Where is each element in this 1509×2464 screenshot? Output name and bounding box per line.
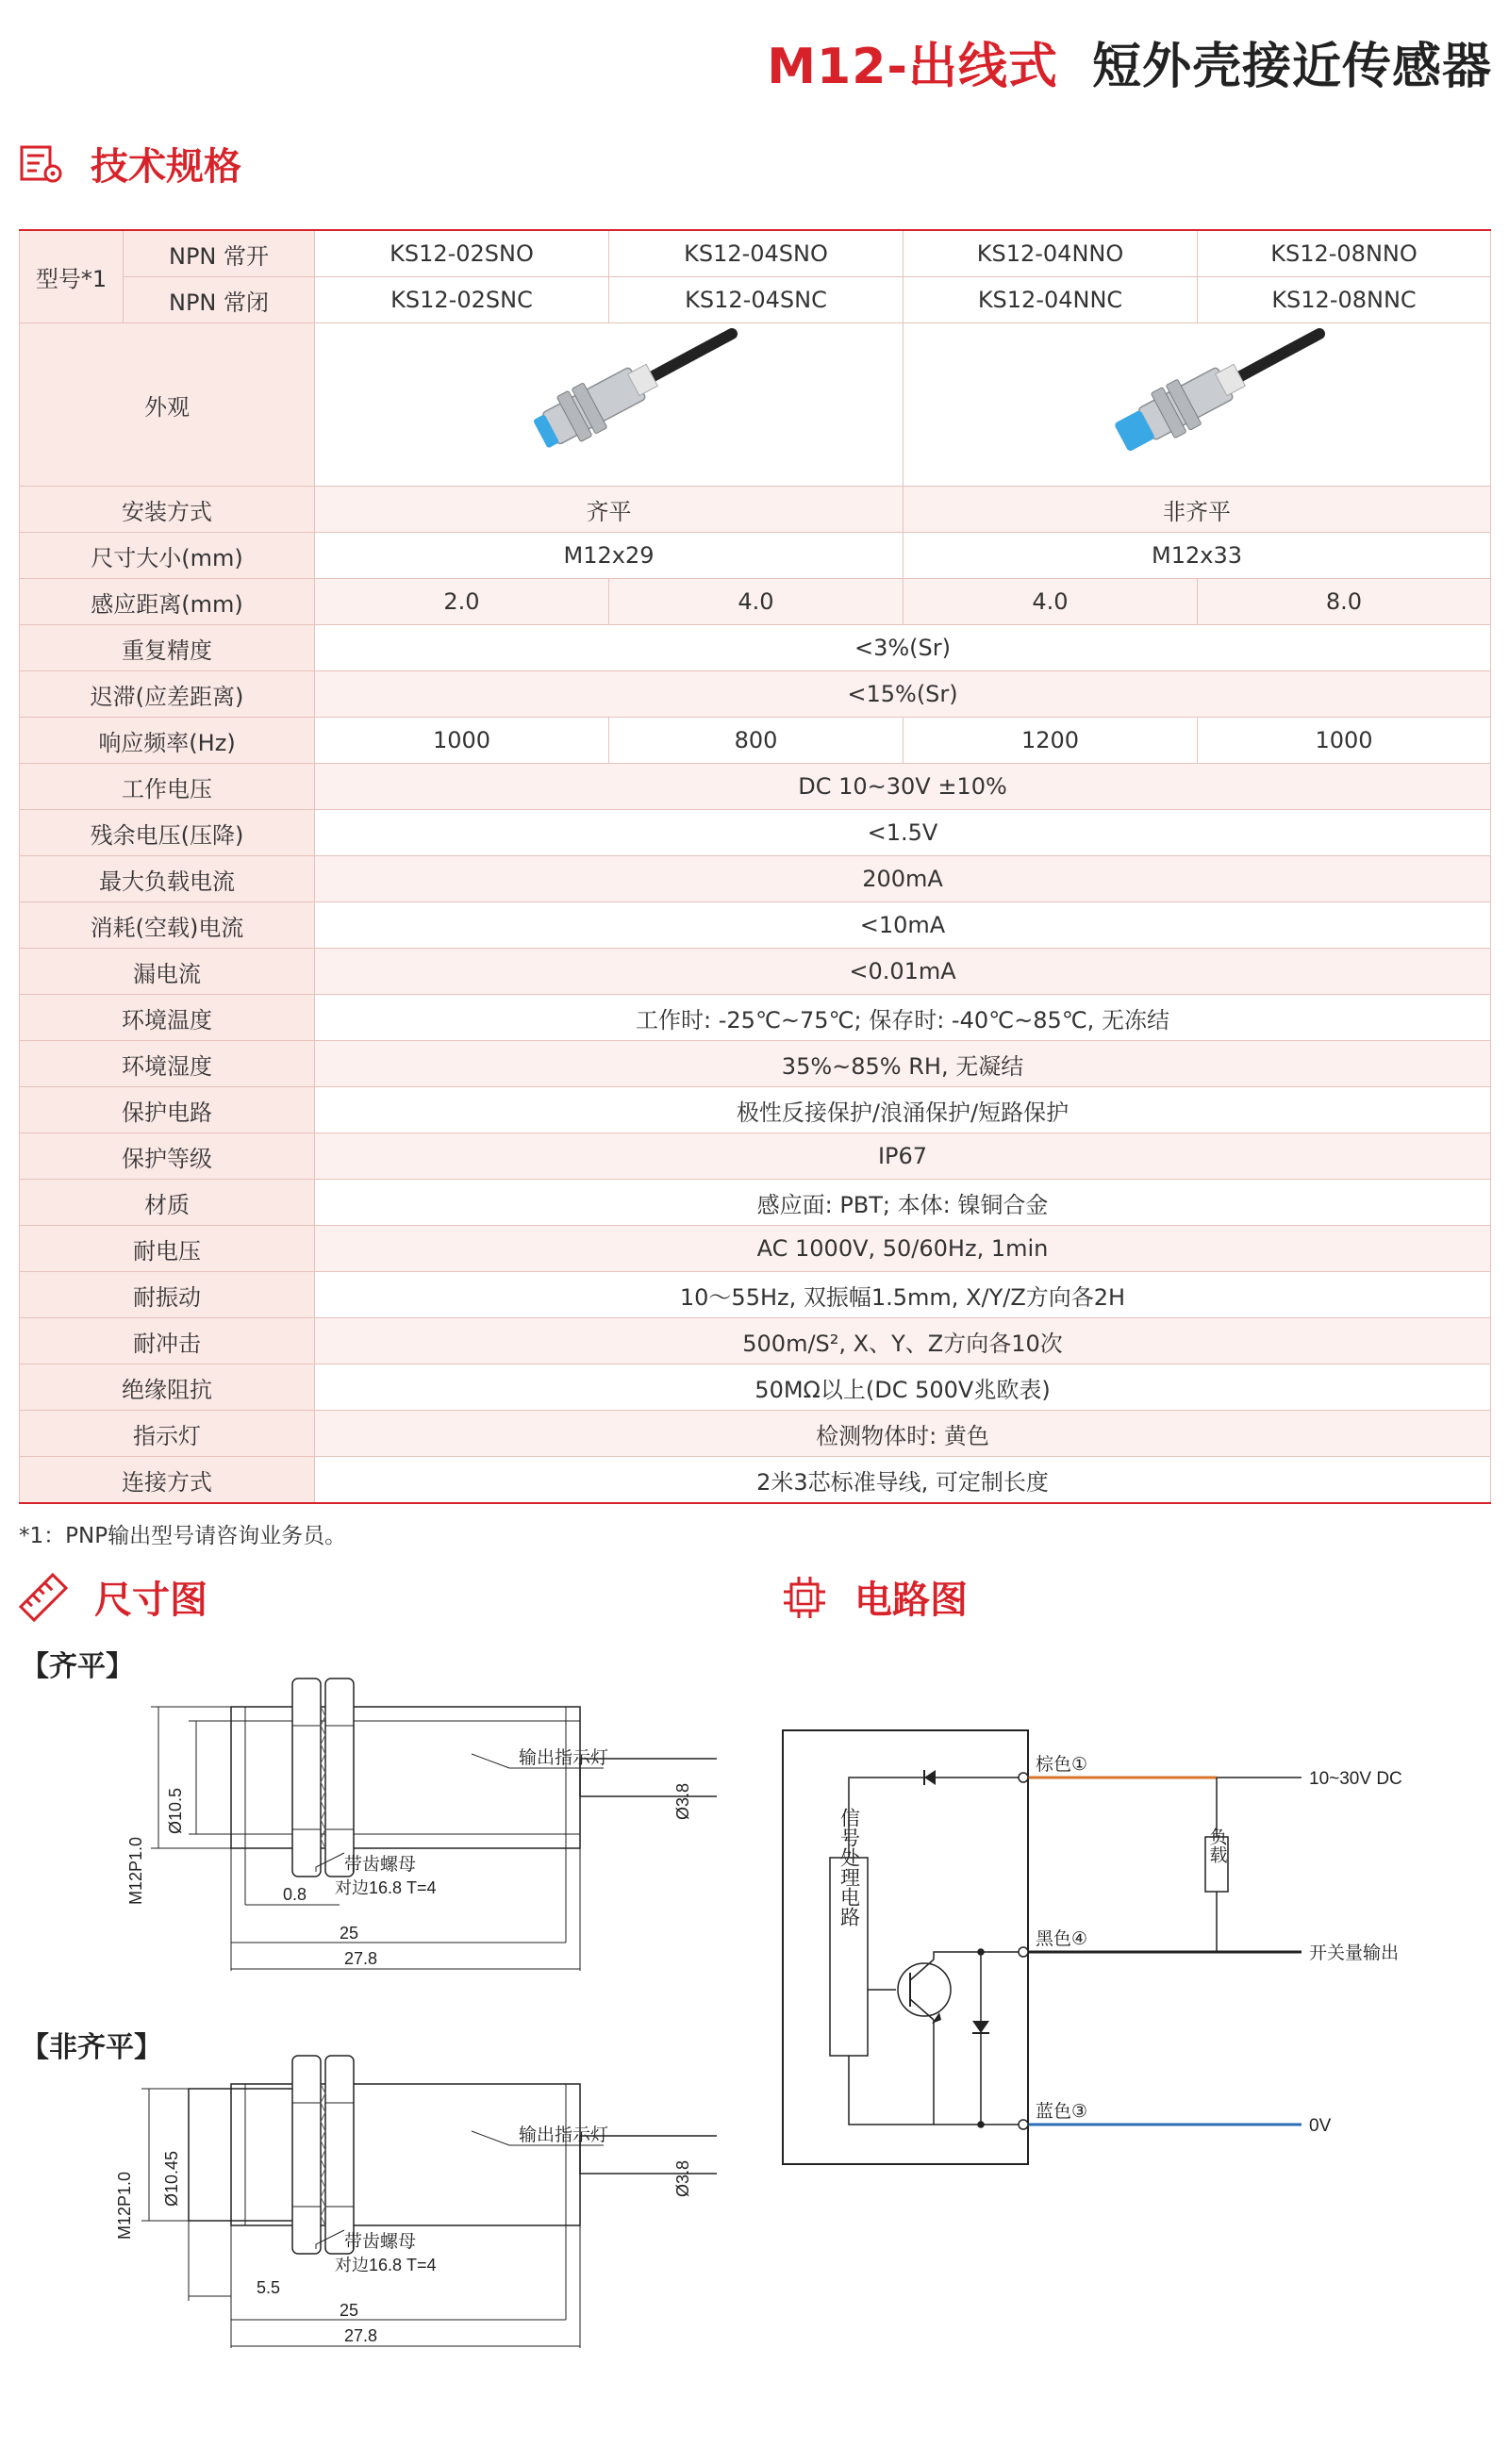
flush-diameter-label: Ø10.5 (166, 1787, 185, 1834)
table-row (20, 810, 1491, 856)
page-title (767, 26, 1492, 97)
flush-offset-label: 0.8 (283, 1885, 307, 1904)
table-row (20, 1457, 1491, 1504)
table-row (20, 487, 1491, 533)
footnote: *1：PNP输出型号请咨询业务员。 (19, 1524, 347, 1548)
model-cell: KS12-08NNC (1198, 277, 1491, 323)
nonflush-nut-label: 带齿螺母 (344, 2232, 417, 2252)
value-cell: 工作时: -25℃~75℃; 保存时: -40℃~85℃, 无冻结 (315, 995, 1491, 1041)
row-label: 耐振动 (20, 1272, 315, 1318)
table-row (20, 856, 1491, 902)
flush-nut-label: 带齿螺母 (344, 1855, 417, 1875)
row-label: 响应频率(Hz) (20, 718, 315, 764)
row-label: 消耗(空载)电流 (20, 902, 315, 949)
flush-sensor-picture (477, 326, 741, 477)
value-cell: 2米3芯标准导线, 可定制长度 (315, 1457, 1491, 1504)
value-cell: 感应面: PBT; 本体: 镍铜合金 (315, 1180, 1491, 1226)
nonflush-total-length: 27.8 (344, 2326, 378, 2345)
table-row (20, 230, 1491, 277)
value-cell: 800 (609, 718, 904, 764)
value-cell: 4.0 (609, 579, 904, 625)
table-row (20, 949, 1491, 995)
circuit-section-title (781, 1570, 968, 1624)
flush-indicator-label: 输出指示灯 (519, 1748, 609, 1768)
value-cell: <15%(Sr) (315, 671, 1491, 718)
table-row (20, 995, 1491, 1041)
flush-dimension-drawing (113, 1669, 717, 1990)
value-cell: 检测物体时: 黄色 (315, 1411, 1491, 1457)
row-label: 材质 (20, 1180, 315, 1226)
flush-nut-spec-label: 对边16.8 T=4 (335, 1878, 437, 1897)
table-row (20, 1226, 1491, 1272)
spec-section-label: 技术规格 (91, 145, 241, 189)
processor-label: 信号处理电路 (837, 1808, 860, 1927)
row-label: 最大负载电流 (20, 856, 315, 902)
nonflush-diameter-label: Ø10.45 (162, 2150, 181, 2207)
row-label: 残余电压(压降) (20, 810, 315, 856)
appearance-label: 外观 (20, 323, 315, 487)
value-cell: 200mA (315, 856, 1491, 902)
value-cell: 1000 (315, 718, 609, 764)
row-label: 尺寸大小(mm) (20, 533, 315, 579)
value-cell: 极性反接保护/浪涌保护/短路保护 (315, 1087, 1491, 1133)
value-cell: 8.0 (1198, 579, 1491, 625)
value-cell: <3%(Sr) (315, 625, 1491, 671)
flush-total-length: 27.8 (344, 1949, 378, 1968)
nonflush-title: 【非齐平】 (21, 2031, 162, 2064)
table-row (20, 625, 1491, 671)
row-label: 耐冲击 (20, 1318, 315, 1364)
model-cell: KS12-08NNO (1198, 230, 1491, 277)
nonflush-thread-length: 25 (340, 2301, 359, 2320)
value-cell: 50MΩ以上(DC 500V兆欧表) (315, 1364, 1491, 1411)
model-cell: KS12-04SNO (609, 230, 904, 277)
document-gear-icon (19, 143, 64, 185)
table-row (20, 1318, 1491, 1364)
model-cell: KS12-02SNC (315, 277, 609, 323)
table-row (20, 1180, 1491, 1226)
nonflush-indicator-label: 输出指示灯 (519, 2125, 609, 2145)
flush-title: 【齐平】 (21, 1650, 134, 1683)
table-row (20, 277, 1491, 323)
table-row (20, 1087, 1491, 1133)
spec-table (19, 229, 1491, 1504)
model-cell: KS12-04NNO (904, 230, 1198, 277)
value-cell: <0.01mA (315, 949, 1491, 995)
value-cell: 2.0 (315, 579, 609, 625)
value-cell: 500m/S², X、Y、Z方向各10次 (315, 1318, 1491, 1364)
dimension-section-label: 尺寸图 (94, 1579, 207, 1622)
output-label: 开关量输出 (1309, 1943, 1400, 1963)
value-cell: M12x33 (904, 533, 1491, 579)
flush-thread-length: 25 (340, 1924, 359, 1943)
table-row (20, 1041, 1491, 1087)
dimension-section-title (19, 1570, 207, 1624)
nonflush-dimension-drawing (113, 2046, 717, 2367)
value-cell: 35%~85% RH, 无凝结 (315, 1041, 1491, 1087)
table-row (20, 579, 1491, 625)
model-label: 型号*1 (20, 230, 124, 323)
model-cell: KS12-04NNC (904, 277, 1198, 323)
value-cell: 非齐平 (904, 487, 1491, 533)
value-cell: 4.0 (904, 579, 1198, 625)
row-label: 绝缘阻抗 (20, 1364, 315, 1411)
model-cell: KS12-04SNC (609, 277, 904, 323)
table-row (20, 718, 1491, 764)
chip-icon (781, 1574, 828, 1621)
nonflush-sensor-picture (1065, 326, 1329, 477)
row-label: 重复精度 (20, 625, 315, 671)
flush-thread-label: M12P1.0 (126, 1836, 145, 1905)
circuit-diagram (773, 1716, 1490, 2188)
spec-section-title (19, 137, 241, 190)
value-cell: <1.5V (315, 810, 1491, 856)
row-label: 漏电流 (20, 949, 315, 995)
row-label: 迟滞(应差距离) (20, 671, 315, 718)
value-cell: M12x29 (315, 533, 904, 579)
product-title: 短外壳接近传感器 (1091, 39, 1492, 95)
nonflush-thread-label: M12P1.0 (115, 2171, 134, 2240)
table-row (20, 1364, 1491, 1411)
value-cell: 10～55Hz, 双振幅1.5mm, X/Y/Z方向各2H (315, 1272, 1491, 1318)
circuit-section-label: 电路图 (854, 1579, 968, 1622)
load-label: 负载 (1206, 1827, 1227, 1863)
nonflush-nut-spec-label: 对边16.8 T=4 (335, 2256, 437, 2274)
model-title: M12-出线式 (767, 39, 1058, 95)
sensor-image-flush (315, 323, 904, 487)
row-label: 安装方式 (20, 487, 315, 533)
npn-nc-label: NPN 常闭 (124, 277, 315, 323)
table-row (20, 323, 1491, 487)
supply-label: 10~30V DC (1309, 1769, 1402, 1789)
row-label: 环境湿度 (20, 1041, 315, 1087)
nonflush-cable-dia-label: Ø3.8 (673, 2159, 692, 2197)
brown-wire-label: 棕色① (1036, 1755, 1088, 1775)
table-row (20, 1411, 1491, 1457)
value-cell: <10mA (315, 902, 1491, 949)
row-label: 感应距离(mm) (20, 579, 315, 625)
value-cell: DC 10~30V ±10% (315, 764, 1491, 810)
flush-cable-dia-label: Ø3.8 (673, 1782, 692, 1820)
row-label: 环境温度 (20, 995, 315, 1041)
table-row (20, 764, 1491, 810)
table-row (20, 671, 1491, 718)
black-wire-label: 黑色④ (1036, 1929, 1088, 1949)
npn-no-label: NPN 常开 (124, 230, 315, 277)
value-cell: 1000 (1198, 718, 1491, 764)
table-row (20, 533, 1491, 579)
row-label: 工作电压 (20, 764, 315, 810)
table-row (20, 902, 1491, 949)
row-label: 耐电压 (20, 1226, 315, 1272)
row-label: 指示灯 (20, 1411, 315, 1457)
value-cell: AC 1000V, 50/60Hz, 1min (315, 1226, 1491, 1272)
sensor-image-nonflush (904, 323, 1491, 487)
row-label: 保护电路 (20, 1087, 315, 1133)
row-label: 保护等级 (20, 1133, 315, 1180)
nonflush-offset-label: 5.5 (257, 2278, 281, 2297)
model-cell: KS12-02SNO (315, 230, 609, 277)
zero-volt-label: 0V (1309, 2116, 1332, 2136)
value-cell: 1200 (904, 718, 1198, 764)
value-cell: 齐平 (315, 487, 904, 533)
row-label: 连接方式 (20, 1457, 315, 1504)
blue-wire-label: 蓝色③ (1036, 2102, 1088, 2122)
value-cell: IP67 (315, 1133, 1491, 1180)
ruler-icon (19, 1573, 68, 1622)
table-row (20, 1133, 1491, 1180)
table-row (20, 1272, 1491, 1318)
